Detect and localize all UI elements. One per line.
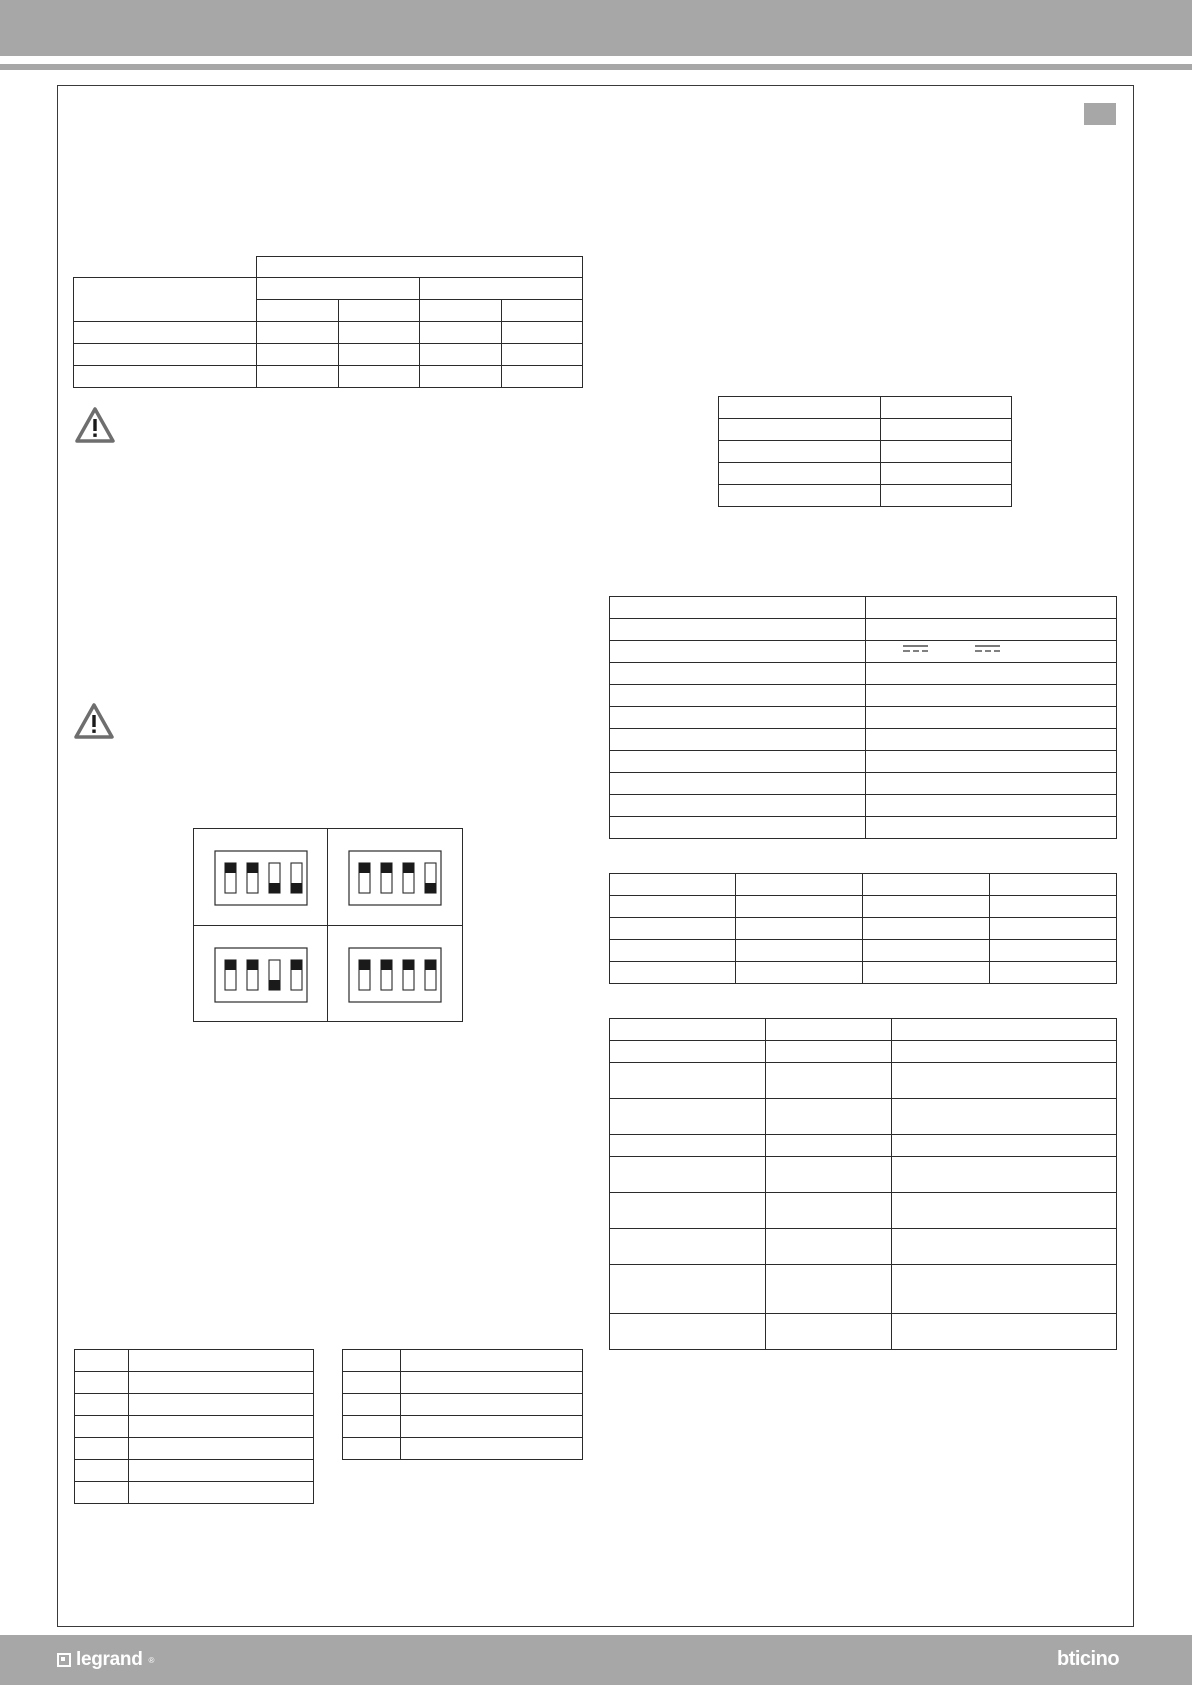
table-cell <box>866 663 1117 685</box>
table-cell <box>881 397 1012 419</box>
table-cell <box>610 896 736 918</box>
table-cell <box>75 1416 129 1438</box>
dip-switch-knob-up <box>381 863 392 873</box>
table-cell <box>129 1460 314 1482</box>
table-cell <box>610 597 866 619</box>
table-cell <box>75 1350 129 1372</box>
table-cell <box>610 1019 766 1041</box>
table-cell <box>766 1157 892 1193</box>
table-top-left-group-a <box>257 278 420 300</box>
table-cell <box>866 685 1117 707</box>
table-bottom-left-b <box>342 1349 583 1460</box>
table-cell <box>610 817 866 839</box>
table-cell <box>343 1416 401 1438</box>
table-cell <box>863 918 990 940</box>
table-cell <box>343 1438 401 1460</box>
table-cell <box>719 419 881 441</box>
table-cell <box>892 1063 1117 1099</box>
table-cell <box>502 344 583 366</box>
table-cell <box>610 751 866 773</box>
table-cell <box>502 300 583 322</box>
table-cell <box>610 641 866 663</box>
table-cell <box>766 1265 892 1314</box>
table-cell <box>766 1314 892 1350</box>
registered-mark: ® <box>148 1655 155 1665</box>
table-cell <box>343 1350 401 1372</box>
table-cell <box>610 795 866 817</box>
table-cell <box>610 1193 766 1229</box>
table-cell <box>766 1135 892 1157</box>
table-cell <box>766 1041 892 1063</box>
table-cell <box>610 962 736 984</box>
table-cell <box>866 729 1117 751</box>
table-right-four-col <box>609 873 1117 984</box>
dip-switch-knob-up <box>359 863 370 873</box>
table-right-three-col <box>609 1018 1117 1350</box>
table-bottom-left-a <box>74 1349 314 1504</box>
table-cell <box>401 1416 583 1438</box>
dip-switch-knob-down <box>269 980 280 990</box>
legrand-logo <box>57 1649 154 1671</box>
table-cell <box>75 1482 129 1504</box>
table-cell <box>736 918 863 940</box>
table-cell <box>866 795 1117 817</box>
table-cell <box>610 1063 766 1099</box>
table-cell <box>610 1229 766 1265</box>
table-cell <box>610 1041 766 1063</box>
table-cell <box>892 1314 1117 1350</box>
table-cell <box>420 366 502 388</box>
table-cell <box>610 918 736 940</box>
dip-switch-knob-up <box>247 960 258 970</box>
table-right-specs <box>609 596 1117 839</box>
table-cell <box>75 1394 129 1416</box>
table-cell <box>990 874 1117 896</box>
table-cell <box>736 896 863 918</box>
table-cell <box>863 874 990 896</box>
table-cell <box>863 962 990 984</box>
table-cell <box>881 463 1012 485</box>
table-top-left-group-b <box>420 278 583 300</box>
legrand-square-icon <box>57 1653 71 1667</box>
footer-band <box>0 1635 1192 1685</box>
dip-switch-knob-up <box>381 960 392 970</box>
table-cell <box>881 485 1012 507</box>
table-cell <box>502 322 583 344</box>
table-cell <box>257 344 339 366</box>
table-cell <box>866 619 1117 641</box>
table-cell <box>74 322 257 344</box>
warning-triangle-icon <box>74 406 116 444</box>
table-cell <box>610 685 866 707</box>
table-cell <box>719 441 881 463</box>
dip-switch-knob-up <box>359 960 370 970</box>
table-cell <box>401 1350 583 1372</box>
legrand-wordmark: legrand <box>76 1649 143 1670</box>
table-cell <box>343 1394 401 1416</box>
dip-switch-knob-up <box>225 863 236 873</box>
table-cell <box>610 707 866 729</box>
table-cell <box>610 663 866 685</box>
table-cell <box>892 1229 1117 1265</box>
table-cell <box>401 1394 583 1416</box>
table-cell <box>74 366 257 388</box>
dip-switch-knob-down <box>291 883 302 893</box>
table-cell <box>866 817 1117 839</box>
dc-symbol-icon <box>866 641 1117 661</box>
dip-switch-block <box>215 948 307 1002</box>
table-cell <box>610 874 736 896</box>
table-cell <box>892 1135 1117 1157</box>
table-cell <box>129 1416 314 1438</box>
header-rule <box>0 64 1192 70</box>
table-cell <box>863 896 990 918</box>
table-top-left <box>73 256 583 388</box>
table-cell <box>610 1135 766 1157</box>
warning-triangle-icon <box>73 702 115 740</box>
table-cell <box>892 1099 1117 1135</box>
table-cell <box>401 1438 583 1460</box>
table-cell <box>990 896 1117 918</box>
table-top-left-blank <box>74 257 257 278</box>
table-cell <box>766 1019 892 1041</box>
table-cell <box>420 322 502 344</box>
table-cell <box>75 1460 129 1482</box>
table-cell <box>736 940 863 962</box>
table-cell <box>339 344 420 366</box>
table-cell <box>719 463 881 485</box>
table-cell <box>866 707 1117 729</box>
table-cell <box>610 1099 766 1135</box>
page-tab <box>1084 103 1116 125</box>
header-band <box>0 0 1192 56</box>
table-cell <box>892 1019 1117 1041</box>
table-cell <box>610 1265 766 1314</box>
table-cell <box>610 773 866 795</box>
table-cell <box>892 1265 1117 1314</box>
table-cell <box>129 1438 314 1460</box>
table-cell <box>257 322 339 344</box>
table-cell <box>257 366 339 388</box>
table-cell <box>420 300 502 322</box>
table-cell <box>75 1372 129 1394</box>
table-cell <box>990 918 1117 940</box>
dip-switch-knob-up <box>403 863 414 873</box>
table-cell <box>339 322 420 344</box>
dip-switch-knob-down <box>425 883 436 893</box>
table-cell <box>339 300 420 322</box>
table-cell <box>766 1099 892 1135</box>
table-cell <box>502 366 583 388</box>
table-cell <box>719 397 881 419</box>
dip-switch-knob-up <box>291 960 302 970</box>
table-cell <box>343 1372 401 1394</box>
table-cell <box>129 1350 314 1372</box>
table-cell <box>881 441 1012 463</box>
table-cell <box>766 1193 892 1229</box>
table-top-left-row-header <box>74 278 257 322</box>
table-cell <box>892 1041 1117 1063</box>
table-right-small <box>718 396 1012 507</box>
table-cell <box>75 1438 129 1460</box>
table-cell <box>766 1229 892 1265</box>
table-cell <box>866 751 1117 773</box>
table-cell <box>866 597 1117 619</box>
table-cell <box>610 1157 766 1193</box>
table-cell <box>892 1157 1117 1193</box>
dip-switch-block <box>349 948 441 1002</box>
table-cell <box>736 962 863 984</box>
table-cell <box>401 1372 583 1394</box>
table-cell <box>74 344 257 366</box>
table-cell <box>736 874 863 896</box>
table-top-left-header-span <box>257 257 583 278</box>
table-cell <box>719 485 881 507</box>
table-cell <box>129 1482 314 1504</box>
dip-switch-block <box>349 851 441 905</box>
table-cell <box>863 940 990 962</box>
dip-switch-knob-up <box>425 960 436 970</box>
table-cell <box>129 1372 314 1394</box>
table-cell <box>129 1394 314 1416</box>
table-cell-dc-symbols <box>866 641 1117 663</box>
table-cell <box>610 1314 766 1350</box>
table-cell <box>610 729 866 751</box>
table-cell <box>990 940 1117 962</box>
dip-switch-knob-up <box>403 960 414 970</box>
table-cell <box>866 773 1117 795</box>
table-cell <box>892 1193 1117 1229</box>
table-cell <box>339 366 420 388</box>
table-cell <box>610 940 736 962</box>
table-cell <box>990 962 1117 984</box>
table-cell <box>881 419 1012 441</box>
bticino-logo: bticino <box>1057 1648 1120 1670</box>
dip-switch-diagram <box>193 828 463 1022</box>
table-cell <box>420 344 502 366</box>
table-cell <box>766 1063 892 1099</box>
dip-switch-knob-down <box>269 883 280 893</box>
table-cell <box>610 619 866 641</box>
table-cell <box>257 300 339 322</box>
dip-switch-knob-up <box>247 863 258 873</box>
dip-switch-set <box>194 829 462 1021</box>
dip-switch-knob-up <box>225 960 236 970</box>
dip-switch-block <box>215 851 307 905</box>
